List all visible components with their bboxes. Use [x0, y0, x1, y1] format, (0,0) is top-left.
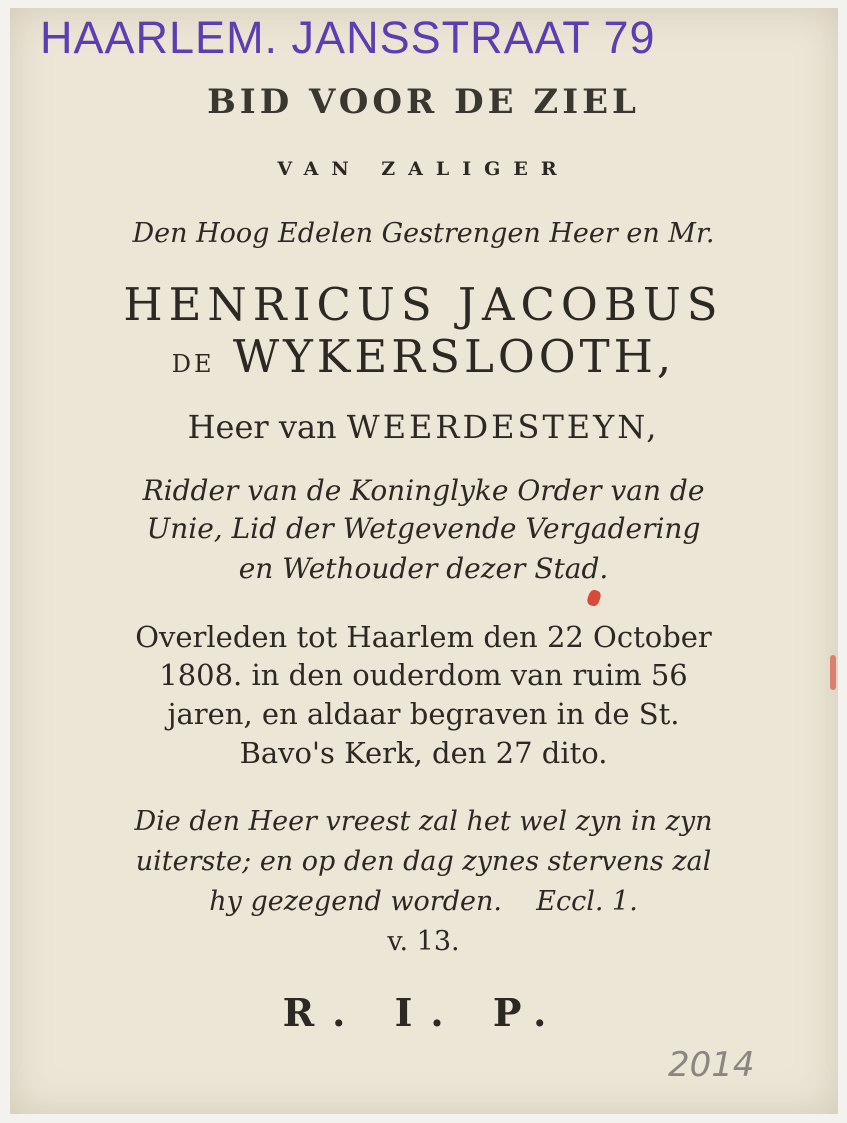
death-notice-line-4: Bavo's Kerk, den 27 dito. — [239, 736, 608, 770]
titles-line-3: en Wethouder dezer Stad. — [238, 552, 609, 585]
heading: BID VOOR DE ZIEL — [207, 82, 640, 122]
honorific: Den Hoog Edelen Gestrengen Heer en Mr. — [132, 218, 715, 249]
titles-line-1: Ridder van de Koninglyke Order van de — [142, 474, 705, 507]
name-line-1: HENRICUS JACOBUS — [123, 278, 724, 331]
scripture-line-2: uiterste; en op den dag zynes stervens zal — [135, 846, 712, 877]
scripture-line-1: Die den Heer vreest zal het wel zyn in zyn — [134, 806, 713, 837]
pencil-note: 2014 — [668, 1045, 755, 1085]
lordship-name: WEERDESTEYN, — [346, 408, 660, 446]
name-line-2 — [0, 330, 847, 383]
name-prefix: DE — [171, 350, 215, 378]
scripture-line-4: v. 13. — [387, 926, 460, 957]
titles-line-2: Unie, Lid der Wetgevende Vergadering — [146, 512, 701, 545]
lordship-prefix: Heer van — [187, 408, 337, 446]
death-notice-line-1: Overleden tot Haarlem den 22 October — [135, 620, 712, 654]
scripture-line-3: hy gezegend worden. Eccl. 1. — [209, 886, 638, 917]
lordship-line — [0, 408, 847, 446]
death-notice-line-3: jaren, en aldaar begraven in de St. — [167, 697, 680, 731]
closing-rip: R. I. P. — [282, 990, 565, 1035]
surname: WYKERSLOOTH, — [232, 330, 676, 383]
death-notice-line-2: 1808. in den ouderdom van ruim 56 — [159, 658, 688, 692]
subheading: VAN ZALIGER — [277, 158, 570, 180]
address-stamp: HAARLEM. JANSSTRAAT 79 — [40, 12, 656, 63]
